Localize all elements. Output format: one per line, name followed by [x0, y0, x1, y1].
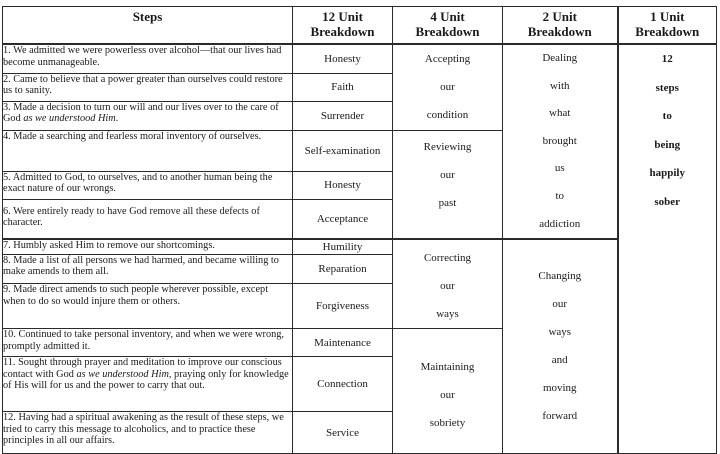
- unit12-faith: Faith: [293, 73, 393, 101]
- step-9-text: 9. Made direct amends to such people wherever possible, except when to do so would injure them or others.: [3, 284, 293, 329]
- step-7-text: 7. Humbly asked Him to remove our shortcomings.: [3, 239, 293, 254]
- header-1-unit: 1 Unit Breakdown: [618, 7, 717, 45]
- header-steps: Steps: [3, 7, 293, 45]
- table-row: [3, 239, 717, 254]
- twelve-steps-breakdown-table: [2, 6, 717, 454]
- unit12-surrender: Surrender: [293, 101, 393, 130]
- unit4-maintaining-our-sobriety: Maintaining our sobriety: [393, 329, 503, 454]
- unit4-correcting-our-ways: Correcting our ways: [393, 239, 503, 329]
- unit12-humility: Humility: [293, 239, 393, 254]
- unit12-self-examination: Self-examination: [293, 130, 393, 171]
- step-3-text: 3. Made a decision to turn our will and our lives over to the care of God as we understood Him.: [3, 101, 293, 130]
- unit4-reviewing-our-past: Reviewing our past: [393, 130, 503, 239]
- unit1-twelve-steps-happily-sober: 12 steps to being happily sober: [618, 44, 717, 454]
- unit4-accepting-our-condition: Accepting our condition: [393, 44, 503, 130]
- unit2-dealing-with-addiction: Dealing with what brought us to addiction: [503, 44, 618, 239]
- header-2-unit: 2 Unit Breakdown: [503, 7, 618, 45]
- step-1-text: 1. We admitted we were powerless over alcohol—that our lives had become unmanageable.: [3, 44, 293, 73]
- step-2-text: 2. Came to believe that a power greater than ourselves could restore us to sanity.: [3, 73, 293, 101]
- step-10-text: 10. Continued to take personal inventory, and when we were wrong, promptly admitted it.: [3, 329, 293, 357]
- header-4-unit: 4 Unit Breakdown: [393, 7, 503, 45]
- unit12-reparation: Reparation: [293, 254, 393, 284]
- step-11-text: 11. Sought through prayer and meditation to improve our conscious contact with God as we understood Him, praying only for knowledge of His will for us and the power to carry that out.: [3, 357, 293, 412]
- unit2-changing-our-ways: Changing our ways and moving forward: [503, 239, 618, 454]
- unit12-connection: Connection: [293, 357, 393, 412]
- header-12-unit: 12 Unit Breakdown: [293, 7, 393, 45]
- unit12-service: Service: [293, 412, 393, 454]
- table-row: [3, 44, 717, 73]
- unit12-forgiveness: Forgiveness: [293, 284, 393, 329]
- unit12-acceptance: Acceptance: [293, 199, 393, 239]
- unit12-honesty-2: Honesty: [293, 171, 393, 199]
- step-4-text: 4. Made a searching and fearless moral inventory of ourselves.: [3, 130, 293, 171]
- unit12-honesty: Honesty: [293, 44, 393, 73]
- header-row: [3, 7, 717, 45]
- step-6-text: 6. Were entirely ready to have God remove all these defects of character.: [3, 199, 293, 239]
- step-5-text: 5. Admitted to God, to ourselves, and to another human being the exact nature of our wrongs.: [3, 171, 293, 199]
- step-8-text: 8. Made a list of all persons we had harmed, and became willing to make amends to them all.: [3, 254, 293, 284]
- step-12-text: 12. Having had a spiritual awakening as the result of these steps, we tried to carry this message to alcoholics, and to practice these principles in all our affairs.: [3, 412, 293, 454]
- steps-table-container: [2, 6, 716, 454]
- unit12-maintenance: Maintenance: [293, 329, 393, 357]
